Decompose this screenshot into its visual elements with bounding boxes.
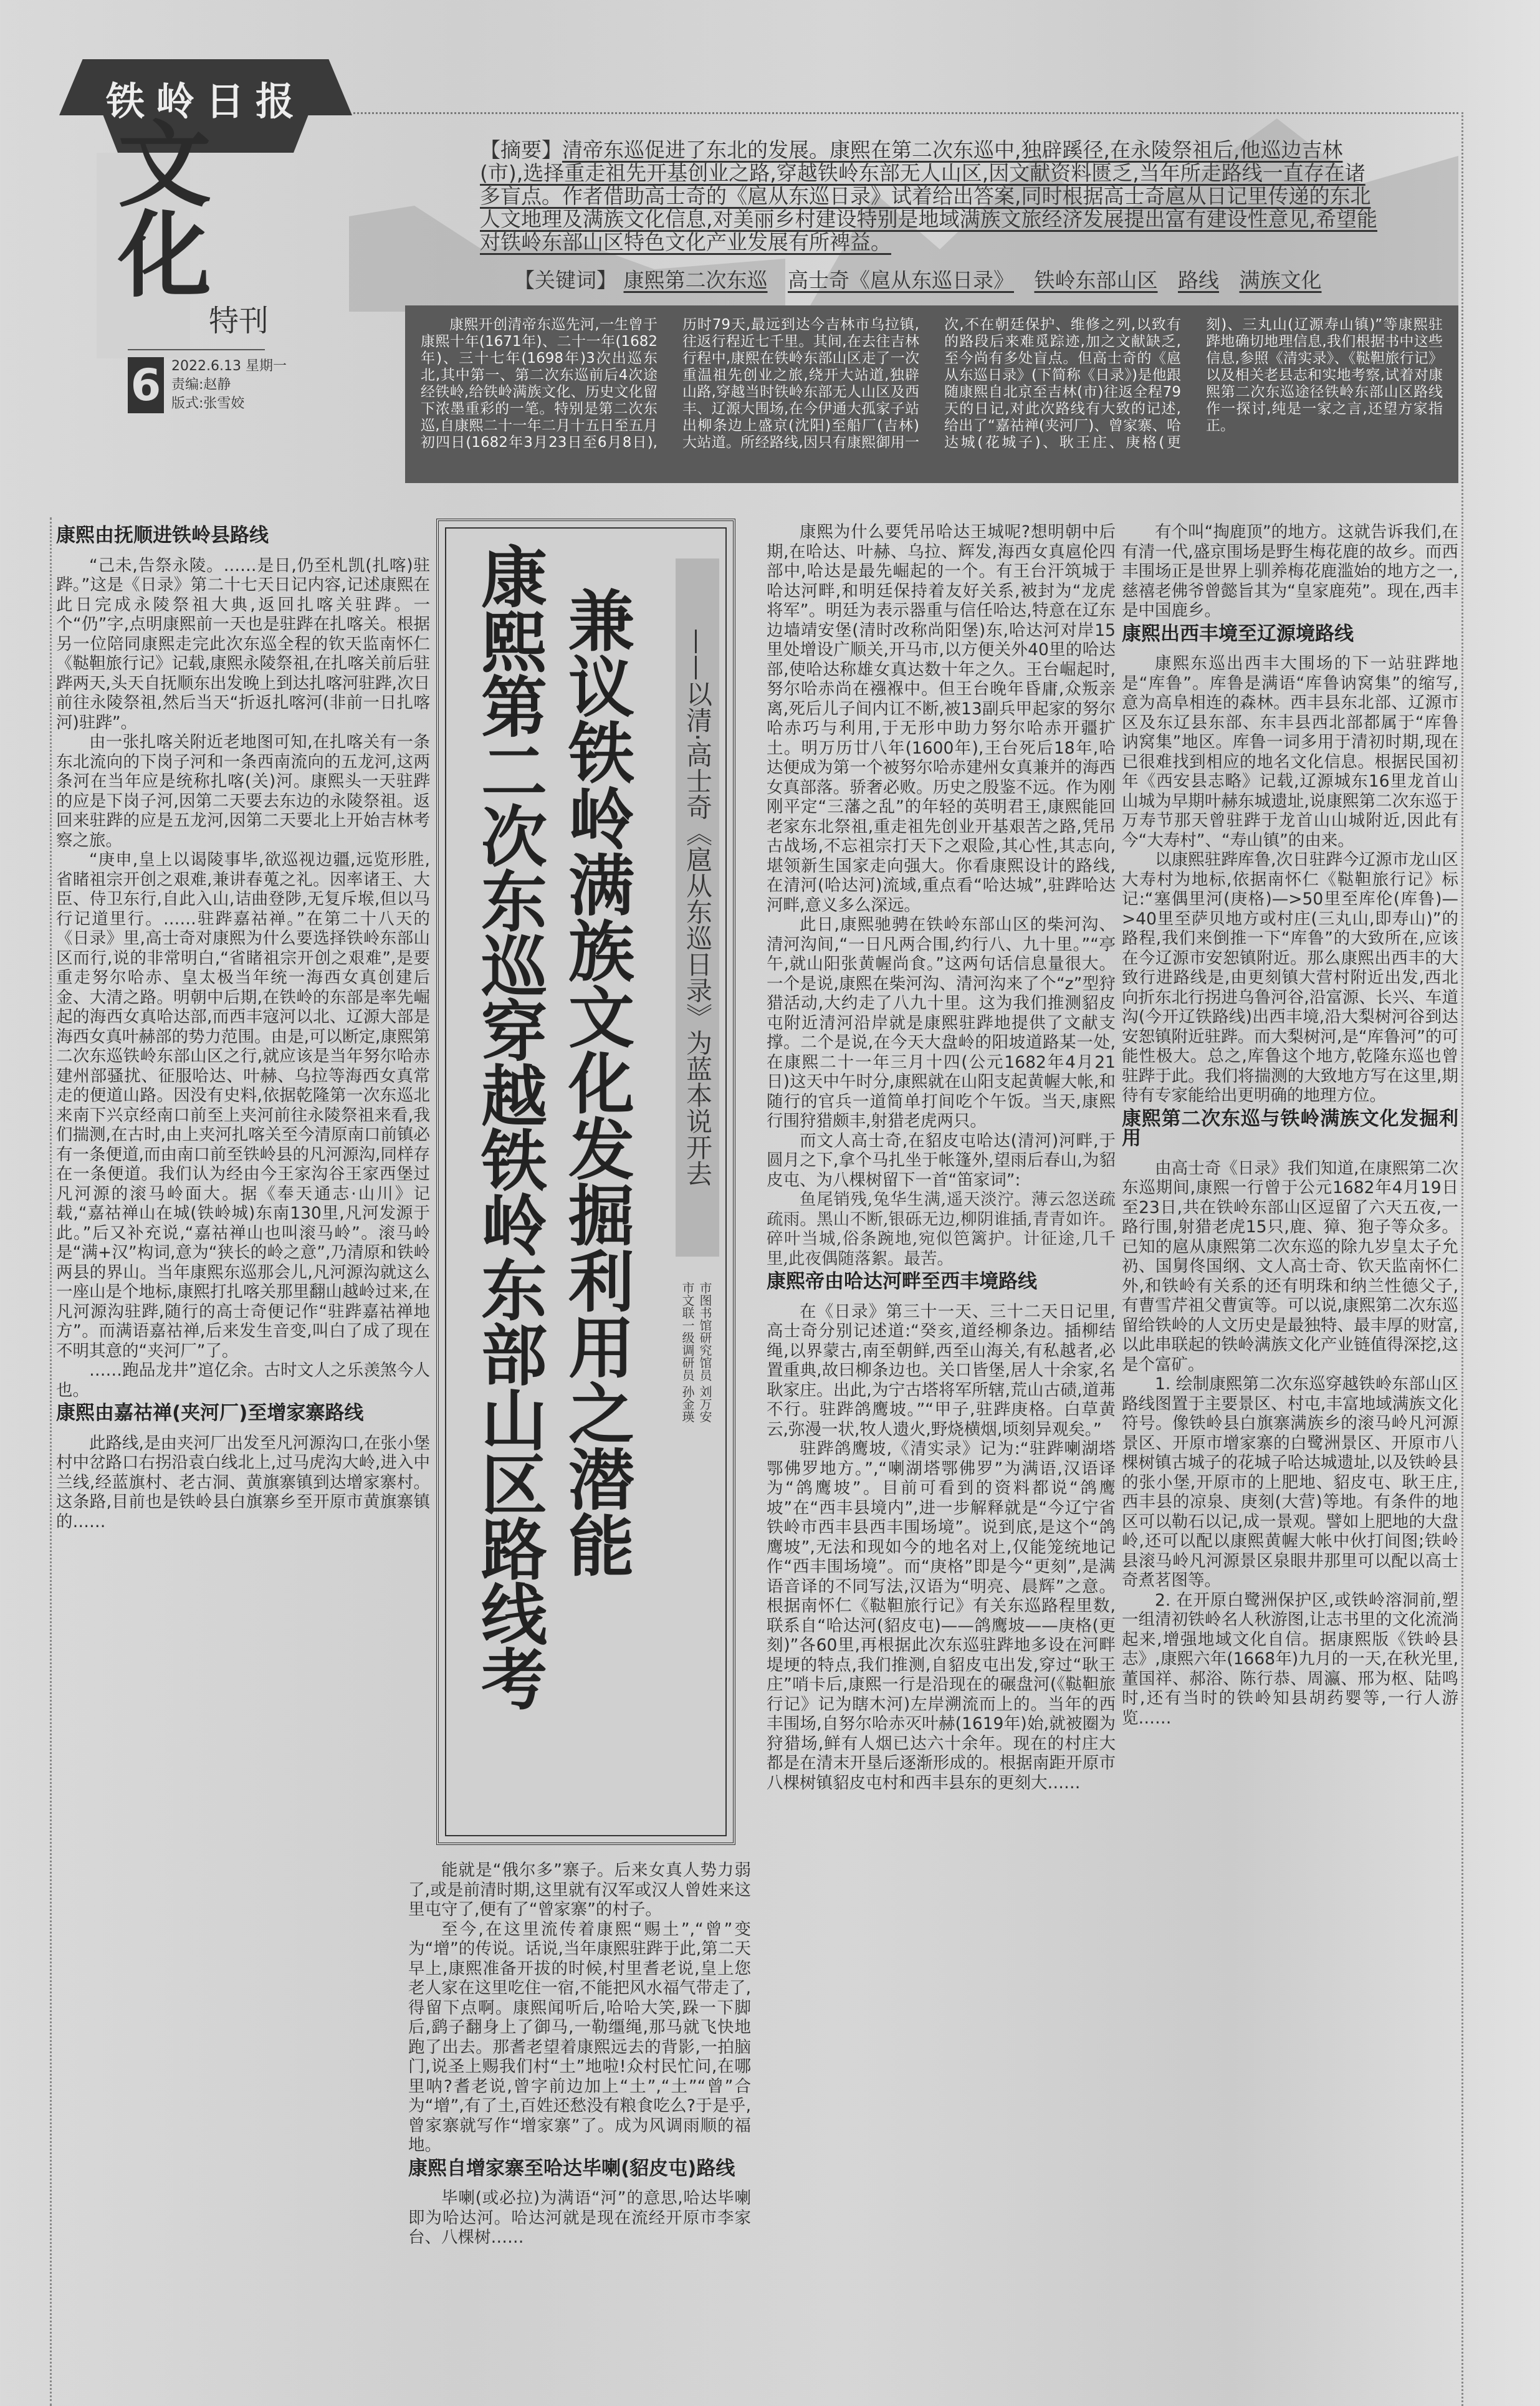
body-paragraph: 康熙东巡出西丰大围场的下一站驻跸地是“库鲁”。库鲁是满语“库鲁讷窝集”的缩写,意为高阜相连的森林。西丰县东北部、辽源市区及东辽县东部、东丰县西北部都属于“库鲁讷窝集”地区。库鲁一词多用于清初时期,现在已很难找到相应的地名文化信息。根据民国初年《西安县志略》记载,辽源城东16里龙首山山城为早期叶赫东城遗址,说康熙第二次东巡于万寿节那天曾驻跸于龙首山山城附近,因此有今“大寿村”、“寿山镇”的由来。 (1122, 654, 1458, 850)
issue-date: 2022.6.13 星期一 (171, 358, 287, 374)
keywords (514, 268, 1387, 293)
page-number: 6 (128, 357, 164, 413)
body-paragraph: 能就是“俄尔多”寨子。后来女真人势力弱了,或是前清时期,这里就有汉军或汉人曾姓来这里屯守了,便有了“曾家寨”的村子。 (408, 1861, 751, 1919)
intro-band (405, 305, 1458, 483)
section-special-label: 特刊 (209, 304, 269, 338)
headline-box (436, 519, 735, 1845)
body-paragraph: 在《日录》第三十一天、三十二天日记里,高士奇分别记述道:“癸亥,道经柳条边。插柳结绳,以界蒙古,南至朝鲜,西至山海关,有私越者,必置重典,故曰柳条边也。关口皆堡,居人十余家,名耿家庄。出此,为宁古塔将军所辖,荒山古碛,道茀不行。驻跸鸽鹰坡。”“甲子,驻跸庚格。白草黄云,弥漫一状,牧人遗火,野烧横烟,顷刻异观矣。” (767, 1301, 1116, 1439)
body-paragraph: 由一张扎喀关附近老地图可知,在扎喀关有一条东北流向的下岗子河和一条西南流向的五龙河,这两条河在当年应是统称扎喀(关)河。康熙头一天驻跸的应是下岗子河,因第二天要去东边的永陵祭祖。返回来驻跸的应是五龙河,因第二天要北上开始吉林考察之旅。 (56, 732, 430, 850)
keyword: 路线 (1178, 268, 1219, 292)
section-heading: 康熙由嘉祜禅(夹河厂)至增家寨路线 (56, 1402, 364, 1424)
section-heading: 康熙帝由哈达河畔至西丰境路线 (767, 1270, 1037, 1293)
page-border-left (50, 517, 52, 2406)
keyword: 高士奇《扈从东巡日录》 (788, 268, 1014, 292)
author-byline (679, 1282, 714, 1422)
section-heading: 康熙第二次东巡与铁岭满族文化发掘利用 (1122, 1107, 1458, 1149)
keyword: 铁岭东部山区 (1034, 268, 1158, 292)
keyword: 满族文化 (1239, 268, 1322, 292)
body-paragraph: 由高士奇《日录》我们知道,在康熙第二次东巡期间,康熙一行曾于公元1682年4月19日至23日,共在铁岭东部山区逗留了六天五夜,一路行围,射猎老虎15只,鹿、獐、狍子等众多。已知的扈从康熙第二次东巡的除九岁皇太子允礽、国舅佟国纲、文人高士奇、钦天监南怀仁外,和铁岭有关系的还有明珠和纳兰性德父子,有曹雪芹祖父曹寅等。可以说,康熙第二次东巡留给铁岭的人文历史是最独特、最丰厚的财富,以此串联起的铁岭满族文化产业链值得深挖,这是个富矿。 (1122, 1158, 1458, 1374)
poem-paragraph: 鱼尾销残,兔华生满,遥天淡泞。薄云忽送疏疏雨。黑山不断,银砾无边,柳阴谁插,青青如许。碎叶当城,俗条踠地,宛似笆篱护。计征途,几千里,此夜偶随落絮。最苦。 (767, 1190, 1116, 1268)
headline-subtitle: ——以清·高士奇《扈从东巡日录》为蓝本说开去 (676, 558, 719, 1257)
keywords-label: 【关键词】 (514, 268, 617, 292)
article-column-2 (408, 1861, 751, 2248)
headline-secondary: 兼议铁岭满族文化发掘利用之潜能 (558, 587, 636, 1578)
issue-meta (171, 357, 287, 413)
body-paragraph: 此日,康熙驰骋在铁岭东部山区的柴河沟、清河沟间,“一日凡两合围,约行八、九十里。”“亭午,就山阳张黄幄尚食。”这两句话信息量很大。一个是说,康熙在柴河沟、清河沟来了个“z”型狩猎活动,大约走了八九十里。这为我们推测貂皮屯附近清河沿岸就是康熙驻跸地提供了文献支撑。二个是说,在今天大盘岭的阳坡道路某一处,在康熙二十一年三月十四(公元1682年4月21日)这天中午时分,康熙就在山阳支起黄幄大帐,和随行的官兵一道简单打间吃个午饭。当天,康熙行围狩猎颇丰,射猎老虎两只。 (767, 915, 1116, 1131)
layout-credit: 版式:张雪姣 (171, 396, 245, 411)
body-paragraph: 以康熙驻跸库鲁,次日驻跸今辽源市龙山区大寿村为地标,依据南怀仁《鞑靼旅行记》标记:“塞偶里河(庚格)—>50里至库伦(库鲁)—>40里至萨贝地方或村庄(三丸山,即寿山)”的路程,我们来倒推一下“库鲁”的大致所在,应该在今辽源市安恕镇附近。那么康熙出西丰的大致行进路线是,由更刻镇大营村附近出发,西北向折东北行拐进乌鲁河谷,沿富源、长兴、车道沟(今开辽铁路线)出西丰境,沿大梨树河谷到达安恕镇附近驻跸。而大梨树河,是“库鲁河”的可能性极大。总之,库鲁这个地方,乾隆东巡也曾驻跸于此。我们将揣测的大致地方写在这里,期待有专家能给出更明确的地理方位。 (1122, 850, 1458, 1105)
abstract (480, 138, 1384, 254)
body-paragraph: “庚申,皇上以谒陵事毕,欲巡视边疆,远览形胜,省睹祖宗开创之艰难,兼讲春蒐之礼。因率诸王、大臣、侍卫东行,自此入山,诘曲登陟,无复斥堠,但以马行记道里行。……驻跸嘉祜禅。”在第二十八天的《日录》里,高士奇对康熙为什么要选择铁岭东部山区而行,说的非常明白,“省睹祖宗开创之艰难”,是要重走努尔哈赤、皇太极当年统一海西女真创建后金、大清之路。明朝中后期,在铁岭的东部是率先崛起的海西女真哈达部,而西丰寇河以北、辽源大部是海西女真叶赫部的势力范围。由是,可以断定,康熙第二次东巡铁岭东部山区之行,就应该是当年努尔哈赤建州部骚扰、征服哈达、叶赫、乌拉等海西女真常走的便道山路。因没有史料,依据乾隆第一次东巡北来南下兴京经南口前至上夹河前往永陵祭祖来看,我们揣测,在古时,由上夹河扎喀关至今清原南口前镇必有一条便道,而由南口前至铁岭县的凡河源沟,同样存在一条便道。我们认为经由今王家沟谷王家西堡过凡河源的滚马岭面大。据《奉天通志·山川》记载,“嘉祜禅山在城(铁岭城)东南130里,凡河发源于此。”后又补充说,“嘉祜禅山也叫滚马岭”。滚马岭是“满+汉”构词,意为“狭长的岭之意”,乃清原和铁岭两县的界山。当年康熙东巡那会儿,凡河源沟就这么一座山是个地标,康熙打扎喀关那里翻山越岭过来,在凡河源沟驻跸,随行的高士奇便记作“驻跸嘉祜禅地方”。而满语嘉祜禅,后来发生音变,叫白了成了现在不明其意的“夹河厂”了。 (56, 850, 430, 1361)
headline-main: 康熙第二次东巡穿越铁岭东部山区路线考 (471, 543, 548, 1710)
body-paragraph: ……跑品龙井”逭亿余。古时文人之乐羡煞今人也。 (56, 1361, 430, 1400)
keyword: 康熙第二次东巡 (623, 268, 768, 292)
author-2: 市文联一级调研员 孙金瑛 (680, 1282, 695, 1423)
body-paragraph: 1. 绘制康熙第二次东巡穿越铁岭东部山区路线图置于主要景区、村屯,丰富地域满族文化符号。像铁岭县白旗寨满族乡的滚马岭凡河源景区、开原市增家寨的白鹭洲景区、开原市八棵树镇古城子的花城子哈达城遗址,以及铁岭县的张小堡,开原市的上肥地、貂皮屯、耿王庄,西丰县的凉泉、庚刻(大营)等地。有条件的地区可以勒石以记,成一景观。譬如上肥地的大盘岭,还可以配以康熙黄幄大帐中伙打间图;铁岭县滚马岭凡河源景区泉眼井那里可以配以高士奇煮茗图等。 (1122, 1374, 1458, 1590)
body-paragraph: 至今,在这里流传着康熙“赐土”,“曾”变为“增”的传说。话说,当年康熙驻跸于此,第二天早上,康熙准备开拔的时候,村里耆老说,皇上您老人家在这里吃住一宿,不能把风水福气带走了,得留下点啊。康熙闻听后,哈哈大笑,跺一下脚后,鹞子翻身上了御马,一勒缰绳,那马就飞快地跑了出去。那耆老望着康熙远去的背影,一拍脑门,说圣上赐我们村“土”地啦!众村民忙问,在哪里呐?耆老说,曾字前边加上“土”,“土”“曾”合为“增”,有了土,百姓还愁没有粮食吃么?于是乎,曾家寨就写作“增家寨”了。成为风调雨顺的福地。 (408, 1919, 751, 2155)
abstract-label: 【摘要】 (480, 138, 562, 162)
page-border-right (1461, 112, 1463, 2406)
article-column-4 (1122, 522, 1458, 1728)
masthead (59, 59, 352, 411)
article-column-3 (767, 522, 1116, 1793)
editor-credit: 责编:赵静 (171, 377, 231, 393)
section-heading: 康熙由抚顺进铁岭县路线 (56, 524, 269, 547)
body-paragraph: 有个叫“掏鹿顶”的地方。这就告诉我们,在有清一代,盛京围场是野生梅花鹿的故乡。而西丰围场正是世界上驯养梅花鹿滥始的地方之一,慈禧老佛爷曾懿旨其为“皇家鹿苑”。现在,西丰是中国鹿乡。 (1122, 522, 1458, 620)
body-paragraph: 康熙为什么要凭吊哈达王城呢?想明朝中后期,在哈达、叶赫、乌拉、辉发,海西女真扈伦四部中,哈达是最先崛起的一个。有王台汗筑城于哈达河畔,和明廷保持着友好关系,被封为“龙虎将军”。明廷为表示器重与信任哈达,特意在辽东边墙靖安堡(清时改称尚阳堡)东,哈达河对岸15里处增设广顺关,开马市,以方便关外40里的哈达部,使哈达称雄女真达数十年之久。王台崛起时,努尔哈赤尚在襁褓中。但王台晚年昏庸,众叛亲离,死后儿子间内讧不断,被13副兵甲起家的努尔哈赤巧与利用,于无形中助力努尔哈赤开疆扩土。明万历廿八年(1600年),王台死后18年,哈达便成为第一个被努尔哈赤建州女真兼并的海西女真部落。骄奢必败。历史之殷鉴不远。作为刚刚平定“三藩之乱”的年轻的英明君王,康熙能回老家东北祭祖,重走祖先创业开基艰苦之路,凭吊古战场,不忘祖宗打天下之艰险,其心性,其志向,堪领新生国家走向强大。你看康熙设计的路线,在清河(哈达河)流域,重点看“哈达城”,驻跸哈达河畔,意义多么深远。 (767, 522, 1116, 915)
author-1: 市图书馆研究馆员 刘万安 (697, 1282, 712, 1423)
body-paragraph: 2. 在开原白鹭洲保护区,或铁岭溶洞前,塑一组清初铁岭名人秋游图,让志书里的文化流淌起来,增强地域文化自信。据康熙版《铁岭县志》,康熙六年(1668年)九月的一天,在秋光里,董国祥、郝浴、陈行恭、周瀛、邢为枢、陆鸣时,还有当时的铁岭知县胡药婴等,一行人游览…… (1122, 1590, 1458, 1728)
section-heading: 康熙自增家寨至哈达毕喇(貂皮屯)路线 (408, 2157, 735, 2180)
abstract-text: 清帝东巡促进了东北的发展。康熙在第二次东巡中,独辟蹊径,在永陵祭祖后,他巡边吉林(市),选择重走祖先开基创业之路,穿越铁岭东部无人山区,因文献资料匮乏,当年所走路线一直存在诸多盲点。作者借助高士奇的《扈从东巡日录》试着给出答案,同时根据高士奇扈从日记里传递的东北人文地理及满族文化信息,对美丽乡村建设特别是地域满族文旅经济发展提出富有建设性意见,希望能对铁岭东部山区特色文化产业发展有所裨益。 (480, 138, 1377, 254)
newspaper-logo: 铁岭日报 (105, 79, 305, 124)
body-paragraph: 毕喇(或必拉)为满语“河”的意思,哈达毕喇即为哈达河。哈达河就是现在流经开原市李家台、八棵树…… (408, 2188, 751, 2247)
header-border (349, 112, 1458, 114)
intro-text: 康熙开创清帝东巡先河,一生曾于康熙十年(1671年)、二十一年(1682年)、三十七年(1698年)3次出巡东北,其中第一、第二次东巡前后4次途经铁岭,给铁岭满族文化、历史文化留下浓墨重彩的一笔。特别是第二次东巡,自康熙二十一年二月十五日至五月初四日(1682年3月23日至6月8日),历时79天,最远到达今吉林市乌拉镇,往返行程近七千里。其间,在去往吉林行程中,康熙在铁岭东部山区走了一次重温祖先创业之旅,绕开大站道,独辟山路,穿越当时铁岭东部无人山区及西丰、辽源大围场,在今伊通大孤家子站出柳条边上盛京(沈阳)至船厂(吉林)大站道。所经路线,因只有康熙御用一次,不在朝廷保护、维修之列,以致有的路段后来难觅踪迹,加之文献缺乏,至今尚有多处盲点。但高士奇的《扈从东巡日录》(下简称《日录》)是他跟随康熙自北京至吉林(市)往返全程79天的日记,对此次路线有大致的记述,给出了“嘉祜禅(夹河厂)、曾家寨、哈达城(花城子)、耿王庄、庚格(更刻)、三丸山(辽源寿山镇)”等康熙驻跸地确切地理信息,我们根据书中这些信息,参照《清实录》、《鞑靼旅行记》以及相关老县志和实地考察,试着对康熙第二次东巡途径铁岭东部山区路线作一探讨,纯是一家之言,还望方家指正。 (421, 317, 1443, 451)
body-paragraph: 此路线,是由夹河厂出发至凡河源沟口,在张小堡村中岔路口右拐沿袁白线北上,过马虎沟大岭,进入中兰线,经蓝旗村、老古洞、黄旗寨镇到达增家寨村。这条路,目前也是铁岭县白旗寨乡至开原市黄旗寨镇的…… (56, 1433, 430, 1531)
article-column-1 (56, 522, 430, 1531)
body-paragraph: 而文人高士奇,在貂皮屯哈达(清河)河畔,于圆月之下,拿个马扎坐于帐篷外,望雨后春山,为貂皮屯、为八棵树留下一首“笛家词”: (767, 1131, 1116, 1190)
masthead-divider (128, 349, 265, 350)
body-paragraph: 驻跸鸽鹰坡,《清实录》记为:“驻跸喇湖塔鄂佛罗地方。”,“喇湖塔鄂佛罗”为满语,汉语译为“鸽鹰坡”。目前可看到的资料都说“鸽鹰坡”在“西丰县境内”,进一步解释就是“今辽宁省铁岭市西丰县西丰围场境”。说到底,是这个“鸽鹰坡”,无法和现如今的地名对上,仅能笼统地记作“西丰围场境”。而“庚格”即是今“更刻”,是满语音译的不同写法,汉语为“明亮、晨辉”之意。根据南怀仁《鞑靼旅行记》有关东巡路程里数,联系自“哈达河(貂皮屯)——鸽鹰坡——庚格(更刻)”各60里,再根据此次东巡驻跸地多设在河畔堤埂的特点,我们推测,自貂皮屯出发,穿过“耿王庄”哨卡后,康熙一行是沿现在的碾盘河(《鞑靼旅行记》记为瞎木河)左岸溯流而上的。当年的西丰围场,自努尔哈赤灭叶赫(1619年)始,就被圈为狩猎场,鲜有人烟已达六十余年。现在的村庄大都是在清末开垦后逐渐形成的。根据南距开原市八棵树镇貂皮屯村和西丰县东的更刻大…… (767, 1439, 1116, 1793)
body-paragraph: “己未,告祭永陵。……是日,仍至札凯(扎喀)驻跸。”这是《日录》第二十七天日记内容,记述康熙在此日完成永陵祭祖大典,返回扎喀关驻跸。一个“仍”字,点明康熙前一天也是驻跸在扎喀关。根据另一位陪同康熙走完此次东巡全程的钦天监南怀仁《鞑靼旅行记》记载,康熙永陵祭祖,在扎喀关前后驻跸两天,头天自抚顺东出发晚上到达扎喀河驻跸,次日前往永陵祭祖,然后当天“折返扎喀河(非前一日扎喀河)驻跸”。 (56, 555, 430, 732)
section-title: 文化 (102, 115, 210, 296)
section-heading: 康熙出西丰境至辽源境路线 (1122, 622, 1354, 645)
